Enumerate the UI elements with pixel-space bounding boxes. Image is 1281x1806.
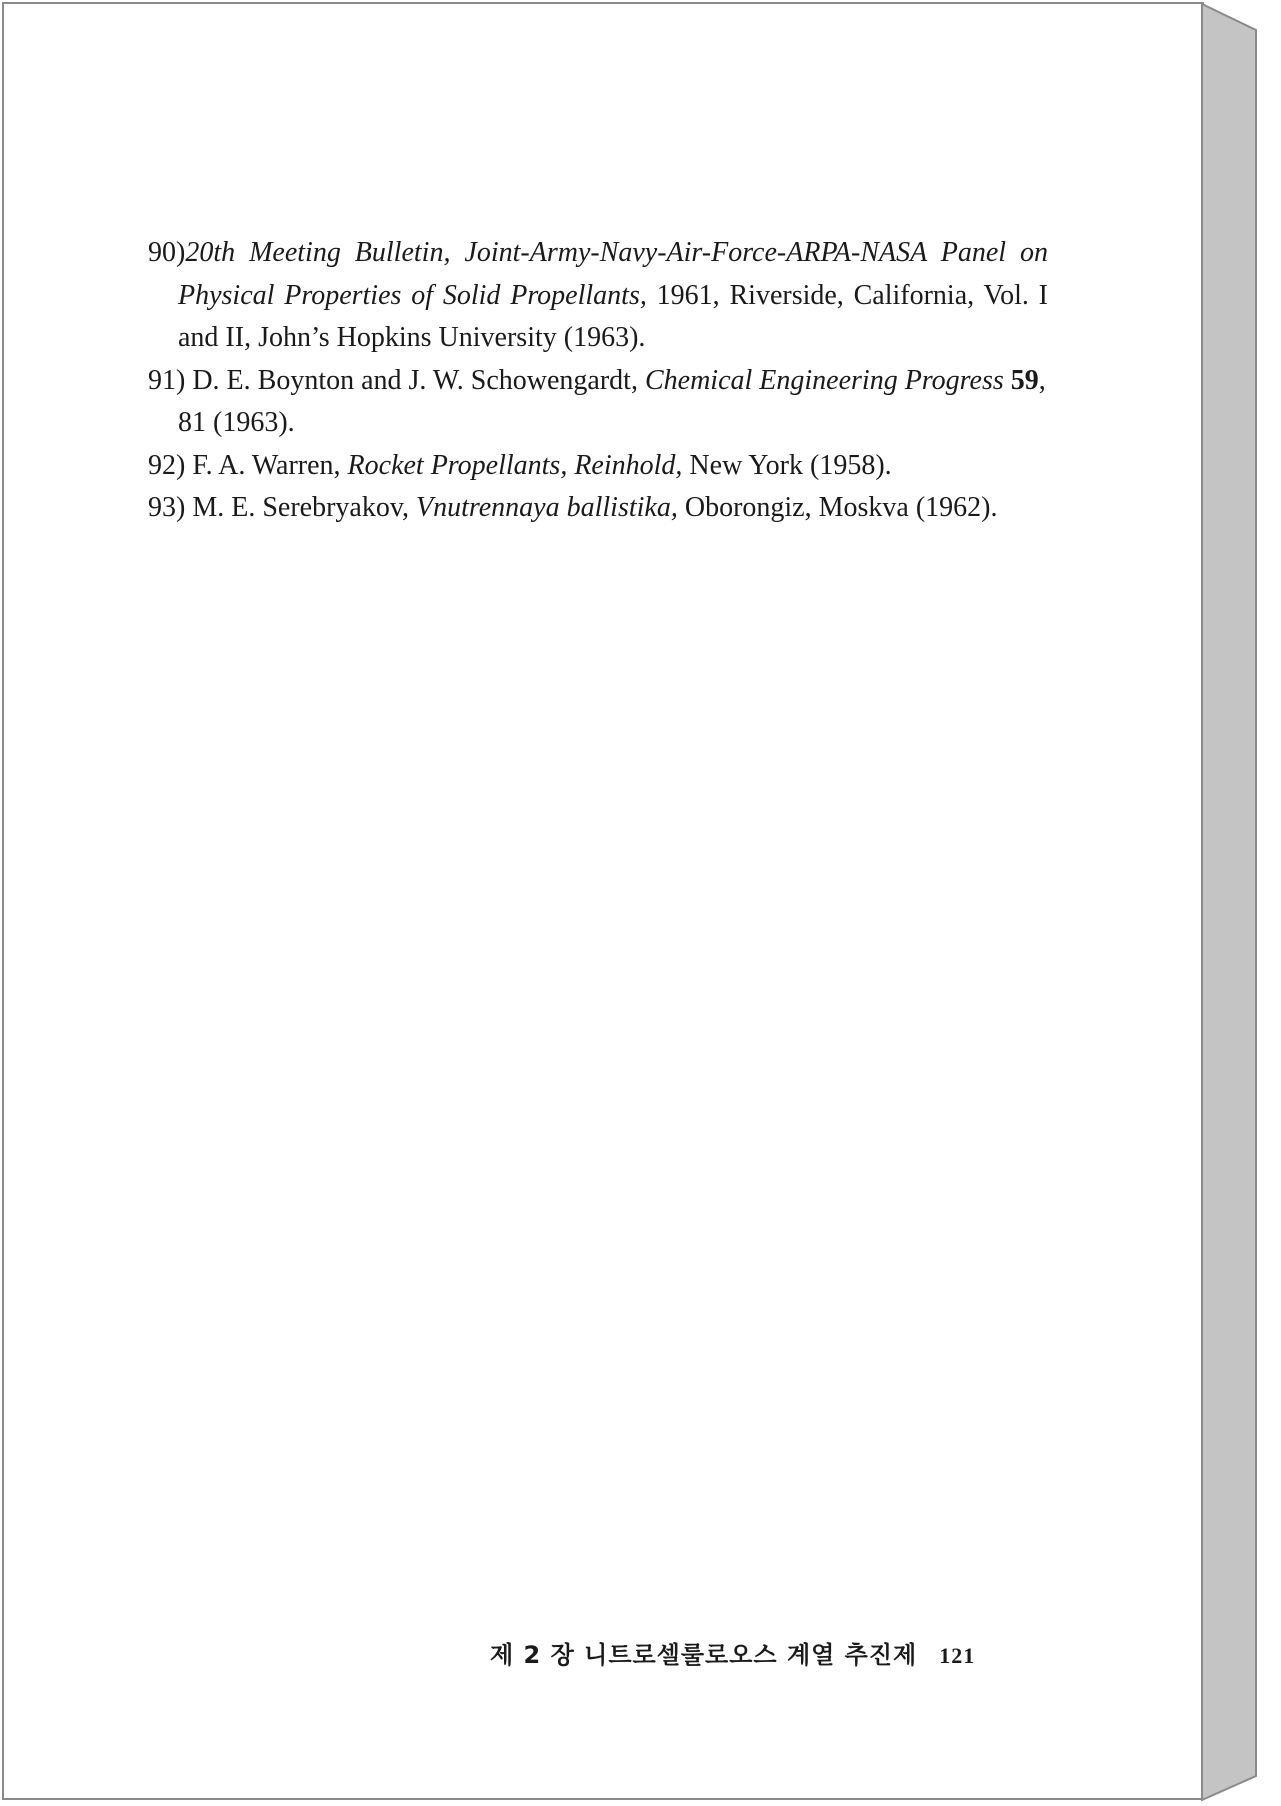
reference-list	[148, 232, 1048, 530]
reference-text: , 81 (1963).	[178, 364, 1046, 438]
reference-title: 20th Meeting Bulletin, Joint-Army-Navy-Air-Force-ARPA-NASA Panel on Physical Properties of Solid Propellants,	[178, 237, 1048, 311]
reference-number: 91)	[148, 364, 186, 396]
reference-text: 1961, Riverside, California, Vol. I and II, John’s Hopkins University (1963).	[178, 279, 1048, 353]
reference-title: Rocket Propellants, Reinhold,	[347, 449, 683, 481]
page-number: 121	[939, 1643, 976, 1668]
reference-item	[148, 445, 1048, 488]
reference-volume: 59	[1003, 364, 1039, 396]
reference-text: M. E. Serebryakov,	[192, 492, 417, 523]
reference-item	[148, 360, 1048, 445]
running-footer	[490, 1635, 1050, 1670]
reference-text: F. A. Warren,	[192, 449, 348, 481]
reference-title: Chemical Engineering Progress	[644, 364, 1004, 396]
reference-title: Vnutrennaya ballistika,	[416, 492, 678, 523]
reference-text: New York (1958).	[682, 449, 892, 481]
reference-item	[148, 232, 1048, 360]
reference-number: 93)	[148, 492, 186, 523]
reference-item	[148, 487, 1048, 530]
chapter-title: 제 2 장 니트로셀룰로오스 계열 추진제	[490, 1641, 918, 1669]
reference-number: 90)	[148, 237, 186, 268]
reference-number: 92)	[148, 449, 186, 481]
reference-text: Oborongiz, Moskva (1962).	[677, 492, 998, 523]
reference-text: D. E. Boynton and J. W. Schowengardt,	[192, 364, 645, 396]
